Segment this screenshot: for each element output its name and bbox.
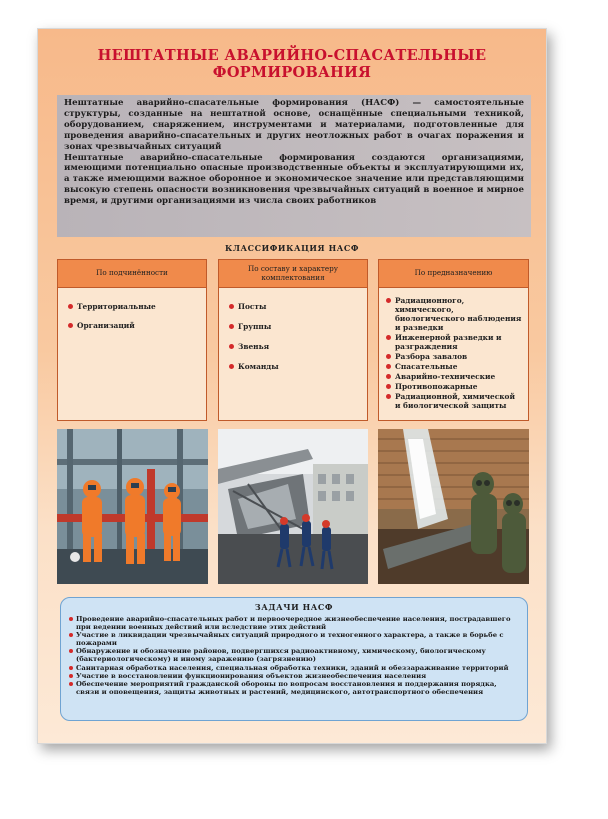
- chemical-decontamination-illustration: [378, 429, 529, 584]
- list-item: Команды: [229, 362, 361, 371]
- column-list: [219, 288, 367, 371]
- photo-rescuers-orange: [57, 429, 208, 584]
- task-item: Обнаружение и обозначение районов, подвергшихся радиоактивному, химическому, биологическому (бактериологическому) и иному заражению (загрязнению): [69, 647, 519, 663]
- column-header: По подчинённости: [58, 260, 206, 288]
- list-item: Территориальные: [68, 302, 200, 311]
- classification-column-composition: [218, 259, 368, 421]
- tasks-title: ЗАДАЧИ НАСФ: [254, 602, 334, 612]
- tasks-list: [69, 615, 519, 696]
- intro-block: [57, 95, 531, 237]
- column-list: [58, 288, 206, 330]
- classification-column-subordination: [57, 259, 207, 421]
- list-item: Посты: [229, 302, 361, 311]
- list-item: Спасательные: [386, 362, 522, 371]
- title-line-1: НЕШТАТНЫЕ АВАРИЙНО-СПАСАТЕЛЬНЫЕ: [97, 47, 487, 64]
- collapsed-building-rescue-illustration: [218, 429, 368, 584]
- task-item: Обеспечение мероприятий гражданской обороны по вопросам восстановления и поддержания порядка, связи и оповещения, защиты животных и растений, медицинского, автотранспортного обеспечения: [69, 680, 519, 696]
- task-item: Участие в восстановлении функционирования объектов жизнеобеспечения населения: [69, 672, 519, 680]
- list-item: Звенья: [229, 342, 361, 351]
- task-item: Проведение аварийно-спасательных работ и первоочередное жизнеобеспечение населения, пострадавшего при ведении военных действий или вследствие этих действий: [69, 615, 519, 631]
- list-item: Противопожарные: [386, 382, 522, 391]
- list-item: Группы: [229, 322, 361, 331]
- list-item: Радиационной, химической и биологической защиты: [386, 392, 522, 410]
- list-item: Аварийно-технические: [386, 372, 522, 381]
- task-item: Участие в ликвидации чрезвычайных ситуаций природного и техногенного характера, а также в борьбе с пожарами: [69, 631, 519, 647]
- list-item: Организаций: [68, 321, 200, 330]
- list-item: Разбора завалов: [386, 352, 522, 361]
- title-line-2: ФОРМИРОВАНИЯ: [212, 64, 372, 81]
- tasks-block: [60, 597, 528, 721]
- column-header: По составу и характеру комплектования: [219, 260, 367, 288]
- task-item: Санитарная обработка населения, специальная обработка техники, зданий и обеззараживание территорий: [69, 664, 519, 672]
- classification-title: КЛАССИФИКАЦИЯ НАСФ: [224, 243, 360, 253]
- poster-title: [38, 47, 546, 81]
- intro-paragraph-2: Нештатные аварийно-спасательные формирования создаются организациями, имеющими потенциально опасные производственные объекты и эксплуатирующими их, а также имеющими важное оборонное и экономическое значение или представляющими высокую степень опасности возникновения чрезвычайных ситуаций в военное и мирное время, и другими организациями из числа своих работников: [64, 152, 524, 207]
- intro-paragraph-1: Нештатные аварийно-спасательные формирования (НАСФ) — самостоятельные структуры, созданные на нештатной основе, оснащённые специальными техникой, оборудованием, снаряжением, инструментами и материалами, подготовленные для проведения аварийно-спасательных и других неотложных работ в очагах поражения и зонах чрезвычайных ситуаций: [64, 98, 524, 152]
- list-item: Радиационного, химического, биологического наблюдения и разведки: [386, 296, 522, 332]
- list-item: Инженерной разведки и разграждения: [386, 333, 522, 351]
- classification-column-purpose: [378, 259, 529, 421]
- rescuers-orange-suits-illustration: [57, 429, 208, 584]
- poster: [37, 28, 547, 744]
- photo-decontamination: [378, 429, 529, 584]
- photo-collapsed-building: [218, 429, 368, 584]
- column-list: [379, 288, 528, 410]
- column-header: По предназначению: [379, 260, 528, 288]
